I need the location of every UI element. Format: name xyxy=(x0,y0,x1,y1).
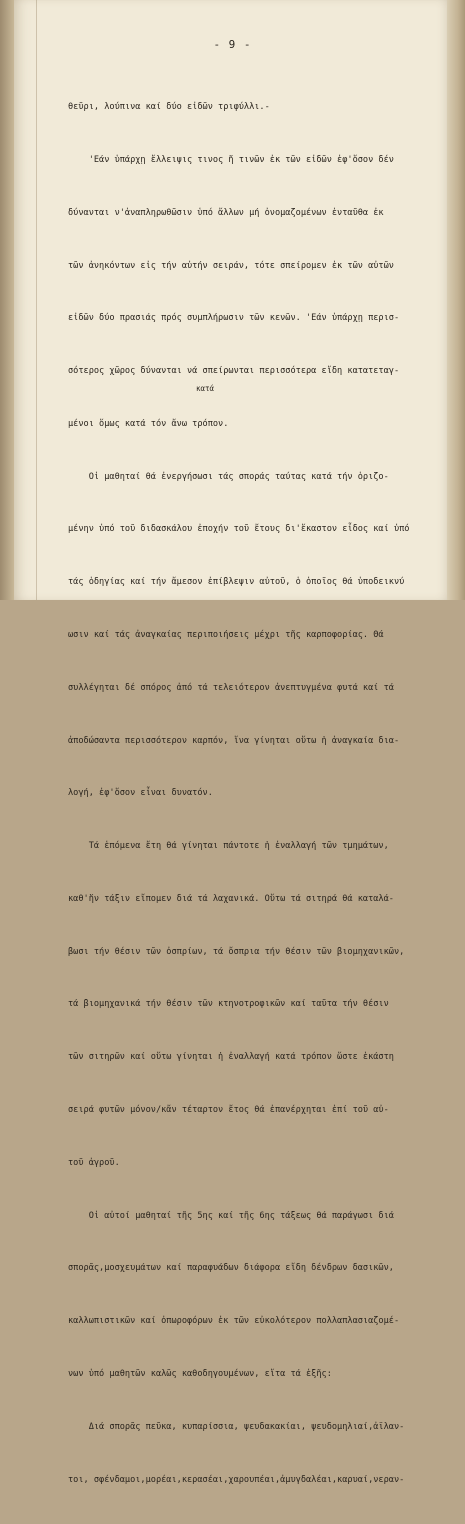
text-line: ἀποδώσαντα περισσότερον καρπόν, ἵνα γίνηται οὕτω ἡ ἀναγκαία δια- xyxy=(68,735,400,746)
text-line: τοι, σφένδαμοι,μορέαι,κερασέαι,χαρουπέαι,ἀμυγδαλέαι,καρυαί,νεραν- xyxy=(68,1474,405,1485)
text-line: τῶν ἀνηκόντων εἰς τήν αὐτήν σειράν, τότε σπείρομεν ἐκ τῶν αὐτῶν xyxy=(68,260,394,271)
text-line: τῶν σιτηρῶν καί οὕτω γίνηται ἡ ἐναλλαγή κατά τρόπον ὥστε ἑκάστη xyxy=(68,1052,394,1063)
text-line: τά βιομηχανικά τήν θέσιν τῶν κτηνοτροφικῶν καί ταῦτα τήν θέσιν xyxy=(68,999,389,1010)
text-line: εἰδῶν δύο πρασιάς πρός συμπλήρωσιν τῶν κενῶν. 'Εάν ὑπάρχῃ περισ- xyxy=(68,313,400,324)
text-line: λογή, ἐφ'ὅσον εἶναι δυνατόν. xyxy=(68,788,213,799)
text-line: συλλέγηται δέ σπόρος ἀπό τά τελειότερον ἀνεπτυγμένα φυτά καί τά xyxy=(68,682,394,693)
text-line: βωσι τήν θέσιν τῶν ὀσπρίων, τά ὄσπρια τήν θέσιν τῶν βιομηχανικῶν, xyxy=(68,946,405,957)
text-line: Διά σπορᾶς πεῦκα, κυπαρίσσια, ψευδακακίαι, ψευδομηλιαί,ἀϊλαν- xyxy=(68,1421,405,1432)
text-line: σπορᾶς,μοσχευμάτων καί παραφυάδων διάφορα εἴδη δένδρων δασικῶν, xyxy=(68,1263,394,1274)
text-line: μένοι ὅμως κατά τόν ἄνω τρόπον. xyxy=(68,418,229,429)
text-line: Τά ἑπόμενα ἔτη θά γίνηται πάντοτε ἡ ἐναλλαγή τῶν τμημάτων, xyxy=(68,841,389,852)
interlinear-insertion: κατά xyxy=(196,384,215,393)
text-line: τάς ὁδηγίας καί τήν ἄμεσον ἐπίβλεψιν αὐτοῦ, ὁ ὁποῖος θά ὑποδεικνύ xyxy=(68,577,405,588)
typed-body-text xyxy=(68,64,438,1524)
text-line: σειρά φυτῶν μόνον/κἄν τέταρτον ἔτος θά ἐπανέρχηται ἐπί τοῦ αὐ- xyxy=(68,1105,389,1116)
binding-backing xyxy=(0,0,14,600)
text-line: σότερος χῶρος δύνανται νά σπείρωνται περισσότερα εἴδη κατατεταγ- xyxy=(68,366,400,377)
text-line: δύνανται ν'ἀναπληρωθῶσιν ὑπό ἄλλων μή ὀνομαζομένων ἐνταῦθα ἐκ xyxy=(68,207,384,218)
text-line: θεῦρι, λούπινα καί δύο εἰδῶν τριφύλλι.- xyxy=(68,102,270,113)
text-line: Οἱ μαθηταί θά ἐνεργήσωσι τάς σποράς ταύτας κατά τήν ὁριζο- xyxy=(68,471,389,482)
text-line: νων ὑπό μαθητῶν καλῶς καθοδηγουμένων, εἴτα τά ἑξῆς: xyxy=(68,1368,332,1379)
text-line: 'Εάν ὑπάρχῃ ἔλλειψις τινος ἤ τινῶν ἐκ τῶν εἰδῶν ἐφ'ὅσον δέν xyxy=(68,154,394,165)
text-line: τοῦ ἀγροῦ. xyxy=(68,1157,120,1168)
text-line: μένην ὑπό τοῦ διδασκάλου ἐποχήν τοῦ ἔτους δι'ἕκαστον εἶδος καί ὑπό xyxy=(68,524,410,535)
text-line: καλλωπιστικῶν καί ὀπωροφόρων ἐκ τῶν εὐκολότερον πολλαπλασιαζομέ- xyxy=(68,1316,400,1327)
text-line: ωσιν καί τάς ἀναγκαίας περιποιήσεις μέχρι τῆς καρποφορίας. Θά xyxy=(68,630,384,640)
page-edge-stack xyxy=(447,0,465,600)
text-line: Οἱ αὐτοί μαθηταί τῆς 5ης καί τῆς 6ης τάξεως θά παράγωσι διά xyxy=(68,1210,394,1221)
binding-margin-line xyxy=(36,0,37,600)
page-number: - 9 - xyxy=(213,38,252,51)
text-line: καθ'ἥν τάξιν εἴπομεν διά τά λαχανικά. Οὕτω τά σιτηρά θά καταλά- xyxy=(68,893,394,904)
